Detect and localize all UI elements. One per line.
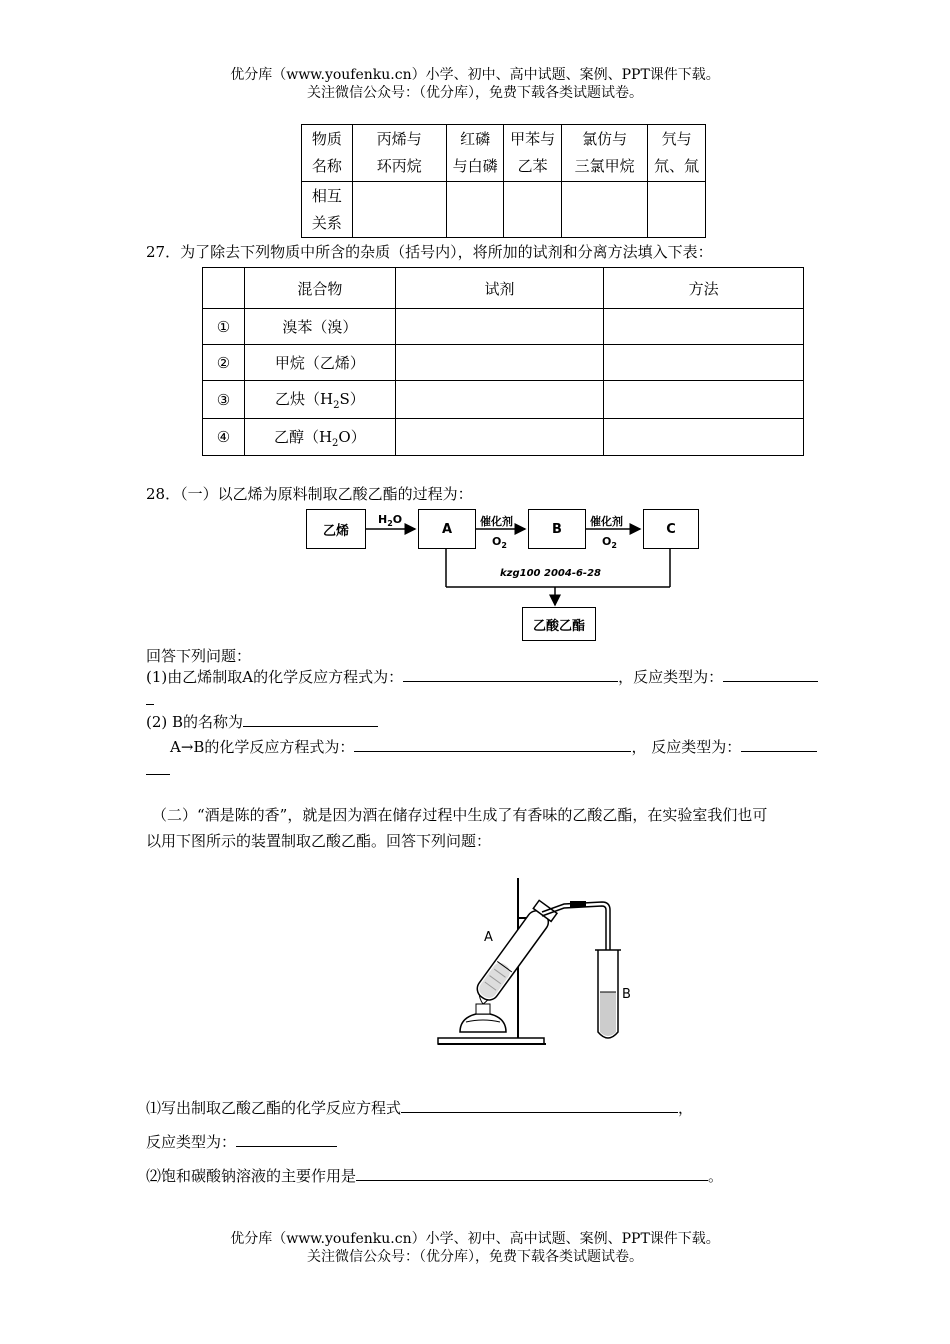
header-reagent: 试剂	[395, 268, 604, 309]
answer-cell[interactable]	[504, 182, 562, 238]
blank-reaction-type[interactable]	[236, 1132, 337, 1147]
table1-col: 丙烯与 环丙烷	[352, 125, 446, 182]
header-mixture: 混合物	[244, 268, 395, 309]
row-number: ④	[203, 419, 245, 456]
flow-node-b: B	[528, 509, 586, 549]
part2-question-1: ⑴写出制取乙酸乙酯的化学反应方程式 ，	[146, 1099, 694, 1117]
blank-type-1[interactable]	[723, 667, 818, 682]
mixture-cell: 甲烷（乙烯）	[244, 345, 395, 381]
apparatus-label-a: A	[484, 930, 493, 945]
reagent-cell[interactable]	[395, 381, 604, 419]
table1-col: 甲苯与 乙苯	[504, 125, 562, 182]
question-27: 27．为了除去下列物质中所含的杂质（括号内），将所加的试剂和分离方法填入下表：	[146, 243, 713, 261]
blank-equation-2[interactable]	[354, 737, 631, 752]
blank-b-name[interactable]	[243, 712, 378, 727]
question-28-intro: 28．（一）以乙烯为原料制取乙酸乙酯的过程为：	[146, 485, 473, 503]
table1-col: 红磷 与白磷	[446, 125, 504, 182]
row-number: ①	[203, 309, 245, 345]
flow-node-ethyl-acetate: 乙酸乙酯	[522, 607, 596, 641]
part2-question-1b: 反应类型为：	[146, 1132, 337, 1152]
flow-watermark: kzg100 2004-6-28	[500, 568, 601, 579]
part2-question-2: ⑵饱和碳酸钠溶液的主要作用是 。	[146, 1167, 724, 1185]
table1-row-header: 物质 名称	[302, 125, 353, 182]
method-cell[interactable]	[604, 309, 804, 345]
apparatus-drawing	[430, 872, 640, 1052]
footer-line-1: 优分库（www.youfenku.cn）小学、初中、高中试题、案例、PPT课件下载。	[230, 1231, 720, 1247]
blank-continuation	[146, 760, 170, 775]
apparatus-figure	[430, 872, 640, 1052]
reagent-cell[interactable]	[395, 345, 604, 381]
footer-line-2: 关注微信公众号：（优分库），免费下载各类试题试卷。	[307, 1249, 643, 1265]
answer-cell[interactable]	[446, 182, 504, 238]
mixture-cell: 溴苯（溴）	[244, 309, 395, 345]
method-cell[interactable]	[604, 345, 804, 381]
flow-label-h2o: $H_2O$	[378, 513, 403, 529]
flow-label-o2-1: $O_2$	[492, 535, 507, 551]
flow-node-ethylene: 乙烯	[306, 509, 366, 549]
table1-row-header: 相互 关系	[302, 182, 353, 238]
answer-cell[interactable]	[648, 182, 706, 238]
reagent-cell[interactable]	[395, 309, 604, 345]
row-number: ③	[203, 381, 245, 419]
part-2-text: （二）“酒是陈的香”，就是因为酒在储存过程中生成了有香味的乙酸乙酯，在实验室我们也可	[152, 806, 768, 824]
flow-label-catalyst-1: 催化剂	[480, 515, 513, 528]
question-28-2: (2) B的名称为	[146, 712, 378, 732]
mixture-cell: 乙炔$(H_2S)$	[244, 381, 395, 419]
header-method: 方法	[604, 268, 804, 309]
method-cell[interactable]	[604, 381, 804, 419]
part-2-text-b: 以用下图所示的装置制取乙酸乙酯。回答下列问题：	[146, 832, 492, 850]
blank-continuation	[146, 690, 154, 705]
row-number: ②	[203, 345, 245, 381]
table1-col: 氕与 氘、氚	[648, 125, 706, 182]
question-28-3: A→B的化学反应方程式为： ， 反应类型为：	[170, 737, 817, 757]
isomer-relation-table	[301, 124, 706, 238]
reagent-cell[interactable]	[395, 419, 604, 456]
method-cell[interactable]	[604, 419, 804, 456]
table1-col: 氯仿与 三氯甲烷	[561, 125, 647, 182]
question-28-1: (1)由乙烯制取A的化学反应方程式为： ，反应类型为：	[146, 667, 818, 687]
blank-equation-1[interactable]	[403, 667, 618, 682]
mixture-cell: 乙醇$(H_2O)$	[244, 419, 395, 456]
answer-cell[interactable]	[352, 182, 446, 238]
answer-prompt: 回答下列问题：	[146, 647, 252, 665]
flow-node-c: C	[643, 509, 699, 549]
blank-type-2[interactable]	[741, 737, 817, 752]
header-line-2: 关注微信公众号：（优分库），免费下载各类试题试卷。	[307, 85, 643, 101]
blank-sodium-carbonate-role[interactable]	[356, 1166, 708, 1181]
blank-esterification-equation[interactable]	[401, 1098, 678, 1113]
flow-label-o2-2: $O_2$	[602, 535, 617, 551]
apparatus-label-b: B	[622, 987, 631, 1002]
flow-label-catalyst-2: 催化剂	[590, 515, 623, 528]
purification-table	[202, 267, 804, 456]
synthesis-flow-diagram	[300, 505, 700, 645]
header-line-1: 优分库（www.youfenku.cn）小学、初中、高中试题、案例、PPT课件下载。	[230, 67, 720, 83]
flow-node-a: A	[418, 509, 476, 549]
answer-cell[interactable]	[561, 182, 647, 238]
